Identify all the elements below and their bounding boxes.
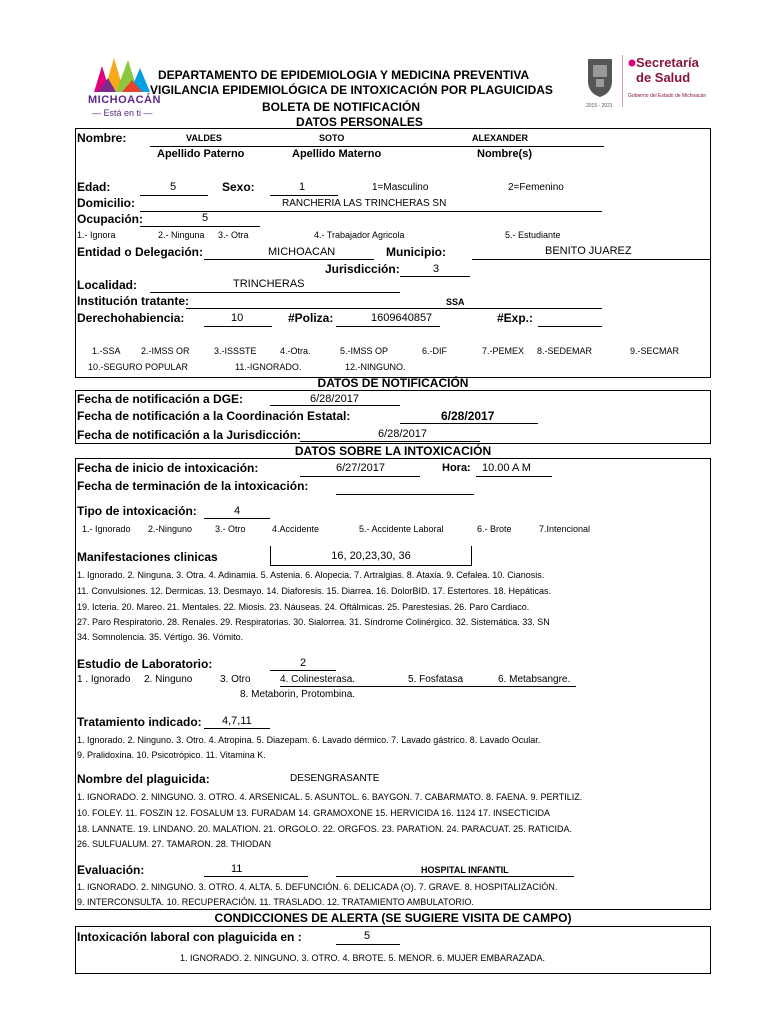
fecha-inicio-value[interactable]: 6/27/2017: [336, 462, 385, 474]
nombres-label: Nombre(s): [477, 148, 533, 160]
michoacan-logo-name: MICHOACÁN: [88, 94, 161, 106]
plaguicida-options-line1: 1. IGNORADO. 2. NINGUNO. 3. OTRO. 4. ARSENICAL. 5. ASUNTOL. 6. BAYGON. 7. CABARMATO. 8. FAENA. 9. PERTILIZ.: [77, 792, 583, 802]
tipo-intoxicacion-underline: [204, 518, 270, 519]
laboratorio-options-underline: [280, 686, 576, 687]
derechohabiencia-underline: [204, 326, 272, 327]
tipo-option-3: 3.- Otro: [215, 524, 246, 534]
apellido-materno-label: Apellido Materno: [292, 148, 382, 160]
tratamiento-options-line1: 1. Ignorado. 2. Ninguno. 3. Otro. 4. Atropina. 5. Diazepam. 6. Lavado dérmico. 7. Lavado gástrico. 8. Lavado Ocular.: [77, 735, 541, 745]
fecha-dge-label: Fecha de notificación a DGE:: [77, 392, 244, 406]
evaluacion-options-line2: 9. INTERCONSULTA. 10. RECUPERACIÓN. 11. TRASLADO. 12. TRATAMIENTO AMBULATORIO.: [77, 897, 474, 907]
hospital-value[interactable]: HOSPITAL INFANTIL: [421, 865, 509, 875]
alerta-options: 1. IGNORADO. 2. NINGUNO. 3. OTRO. 4. BROTE. 5. MENOR. 6. MUJER EMBARAZADA.: [180, 953, 546, 963]
derecho-option-3: 3.-ISSSTE: [214, 346, 257, 356]
secretaria-logo-years: 2015 - 2021: [586, 103, 613, 109]
entidad-label: Entidad o Delegación:: [77, 245, 204, 259]
apellido-paterno-value[interactable]: VALDES: [186, 133, 222, 143]
ocupacion-label: Ocupación:: [77, 212, 144, 226]
jurisdiccion-label: Jurisdicción:: [325, 262, 400, 276]
fecha-coordinacion-label: Fecha de notificación a la Coordinación Estatal:: [77, 409, 351, 423]
derecho-option-10: 10.-SEGURO POPULAR: [88, 362, 189, 372]
nombres-value[interactable]: ALEXANDER: [472, 133, 529, 143]
derecho-option-8: 8.-SEDEMAR: [537, 346, 593, 356]
derecho-option-9: 9.-SECMAR: [630, 346, 680, 356]
tipo-option-6: 6.- Brote: [477, 524, 512, 534]
domicilio-underline: [140, 211, 602, 212]
plaguicida-value[interactable]: DESENGRASANTE: [290, 773, 380, 784]
hora-value[interactable]: 10.00 A M: [482, 462, 531, 474]
nombre-underline: [150, 146, 604, 147]
fecha-coordinacion-value[interactable]: 6/28/2017: [441, 409, 495, 423]
alerta-title: CONDICCIONES DE ALERTA (SE SUGIERE VISITA DE CAMPO): [214, 911, 572, 925]
hora-label: Hora:: [442, 462, 471, 474]
laboratorio-option-3: 3. Otro: [220, 674, 251, 685]
poliza-underline: [336, 326, 440, 327]
hospital-underline: [336, 876, 574, 877]
fecha-jurisdiccion-label: Fecha de notificación a la Jurisdicción:: [77, 428, 302, 442]
plaguicida-label: Nombre del plaguicida:: [77, 772, 210, 786]
derechohabiencia-value[interactable]: 10: [231, 312, 244, 324]
plaguicida-options-line2: 10. FOLEY. 11. FOSZIN 12. FOSALUM 13. FURADAM 14. GRAMOXONE 15. HERVICIDA 16. 1124 17. INSECTICIDA: [77, 808, 550, 818]
poliza-label: #Poliza:: [288, 311, 334, 325]
laboratorio-option-4: 4. Colinesterasa.: [280, 674, 356, 685]
manifestaciones-options-line5: 34. Somnolencia. 35. Vértigo. 36. Vómito.: [77, 632, 244, 642]
sexo-option-masculino: 1=Masculino: [372, 182, 429, 193]
secretaria-logo-divider: [622, 55, 623, 107]
laboratorio-underline: [270, 670, 336, 671]
tipo-option-7: 7.Intencional: [539, 524, 591, 534]
institucion-underline: [186, 308, 602, 309]
ocupacion-underline: [140, 226, 260, 227]
ocupacion-option-5: 5.- Estudiante: [505, 230, 561, 240]
apellido-materno-value[interactable]: SOTO: [319, 133, 345, 143]
apellido-paterno-label: Apellido Paterno: [157, 148, 245, 160]
evaluacion-label: Evaluación:: [77, 863, 145, 877]
laboratorio-option-2: 2. Ninguno: [144, 674, 193, 685]
ocupacion-value[interactable]: 5: [202, 212, 209, 224]
laboratorio-label: Estudio de Laboratorio:: [77, 657, 213, 671]
header-boleta: BOLETA DE NOTIFICACIÓN: [262, 100, 420, 114]
ocupacion-option-3: 3.- Otra: [218, 230, 249, 240]
domicilio-value[interactable]: RANCHERIA LAS TRINCHERAS SN: [282, 198, 447, 209]
sexo-option-femenino: 2=Femenino: [508, 182, 564, 193]
manifestaciones-options-line2: 11. Convulsiones. 12. Dermicas. 13. Desmayo. 14. Diaforesis. 15. Diarrea. 16. DolorBID. 17. Estertores. 18. Hepáticas.: [77, 586, 552, 596]
michoacan-logo-mark-icon: [86, 52, 156, 96]
evaluacion-underline: [204, 876, 308, 877]
ocupacion-option-4: 4.- Trabajador Agricola: [314, 230, 405, 240]
derecho-option-11: 11.-IGNORADO.: [235, 362, 302, 372]
institucion-label: Institución tratante:: [77, 294, 190, 308]
hora-underline: [476, 476, 552, 477]
plaguicida-options-line3: 18. LANNATE. 19. LINDANO. 20. MALATION. 21. ORGOLO. 22. ORGFOS. 23. PARATION. 24. PARACUAT. 25. RATICIDA.: [77, 824, 572, 834]
intoxicacion-laboral-value[interactable]: 5: [364, 930, 371, 942]
derecho-option-12: 12.-NINGUNO.: [345, 362, 406, 372]
secretaria-logo-line1: Secretaría: [636, 55, 699, 70]
tipo-option-4: 4.Accidente: [272, 524, 320, 534]
fecha-inicio-label: Fecha de inicio de intoxicación:: [77, 461, 259, 475]
entidad-value[interactable]: MICHOACAN: [268, 246, 336, 258]
derechohabiencia-label: Derechohabiencia:: [77, 311, 185, 325]
jurisdiccion-value[interactable]: 3: [433, 263, 440, 275]
edad-value[interactable]: 5: [170, 181, 177, 193]
intoxicacion-laboral-underline: [336, 944, 400, 945]
derecho-option-1: 1.-SSA: [92, 346, 121, 356]
header-vigilancia: VIGILANCIA EPIDEMIOLÓGICA DE INTOXICACIÓN POR PLAGUICIDAS: [150, 83, 553, 97]
manifestaciones-options-line3: 19. Icteria. 20. Mareo. 21. Mentales. 22. Miosis. 23. Náuseas. 24. Oftálmicas. 25. Parestesias. 26. Paro Cardiaco.: [77, 602, 530, 612]
laboratorio-option-6: 6. Metabsangre.: [498, 674, 571, 685]
plaguicida-options-line4: 26. SULFUALUM. 27. TAMARON. 28. THIODAN: [77, 839, 272, 849]
institucion-value[interactable]: SSA: [446, 297, 465, 307]
derecho-option-4: 4.-Otra.: [280, 346, 311, 356]
secretaria-salud-logo: [584, 55, 707, 115]
manifestaciones-value[interactable]: 16, 20,23,30, 36: [331, 550, 411, 562]
tipo-option-2: 2.-Ninguno: [148, 524, 193, 534]
edad-label: Edad:: [77, 180, 111, 194]
sexo-value[interactable]: 1: [299, 181, 306, 193]
notificacion-title: DATOS DE NOTIFICACIÓN: [317, 376, 469, 390]
entidad-underline: [204, 259, 374, 260]
localidad-underline: [150, 292, 400, 293]
secretaria-logo-line2: de Salud: [636, 70, 691, 85]
tipo-intoxicacion-label: Tipo de intoxicación:: [77, 504, 197, 518]
municipio-underline: [472, 259, 710, 260]
laboratorio-option-5: 5. Fosfatasa: [408, 674, 464, 685]
sexo-label: Sexo:: [222, 180, 255, 194]
header-department: DEPARTAMENTO DE EPIDEMIOLOGIA Y MEDICINA PREVENTIVA: [158, 68, 530, 82]
tratamiento-label: Tratamiento indicado:: [77, 715, 202, 729]
fecha-termino-underline: [336, 494, 474, 495]
nombre-label: Nombre:: [77, 131, 127, 145]
fecha-termino-label: Fecha de terminación de la intoxicación:: [77, 479, 309, 493]
intoxicacion-laboral-label: Intoxicación laboral con plaguicida en :: [77, 930, 302, 944]
secretaria-logo-subtitle: Gobierno del Estado de Michoacán: [628, 93, 707, 99]
edad-underline: [140, 195, 208, 196]
ocupacion-option-2: 2.- Ninguna: [158, 230, 205, 240]
tratamiento-options-line2: 9. Pralidoxina. 10. Psicotrópico. 11. Vitamina K.: [77, 750, 266, 760]
flower-icon: [628, 59, 636, 67]
shield-icon: [584, 55, 616, 99]
laboratorio-option-8: 8. Metaborin, Protombina.: [240, 689, 356, 700]
localidad-value[interactable]: TRINCHERAS: [233, 278, 305, 290]
header-datos-personales: DATOS PERSONALES: [296, 115, 423, 129]
manifestaciones-options-line4: 27. Paro Respiratorio. 28. Renales. 29. Respiratorias. 30. Sialorrea. 31. Síndrome Colinérgico. 32. Sistemática. 33. SN: [77, 617, 550, 627]
manifestaciones-label: Manifestaciones clinicas: [77, 550, 218, 564]
municipio-label: Municipio:: [386, 245, 446, 259]
poliza-value[interactable]: 1609640857: [371, 312, 433, 324]
fecha-coordinacion-underline: [400, 423, 538, 424]
fecha-dge-underline: [270, 405, 400, 406]
laboratorio-value[interactable]: 2: [300, 657, 307, 669]
michoacan-logo: [86, 52, 161, 124]
derecho-option-2: 2.-IMSS OR: [141, 346, 190, 356]
derecho-option-7: 7.-PEMEX: [482, 346, 525, 356]
expediente-underline: [538, 326, 602, 327]
fecha-dge-value[interactable]: 6/28/2017: [310, 393, 359, 405]
fecha-inicio-underline: [300, 476, 420, 477]
jurisdiccion-underline: [400, 276, 470, 277]
tipo-intoxicacion-value[interactable]: 4: [234, 505, 241, 517]
intoxicacion-title: DATOS SOBRE LA INTOXICACIÓN: [294, 444, 492, 458]
derecho-option-6: 6.-DIF: [422, 346, 448, 356]
tratamiento-value[interactable]: 4,7,11: [222, 715, 252, 727]
domicilio-label: Domicilio:: [77, 196, 136, 210]
derecho-option-5: 5.-IMSS OP: [340, 346, 389, 356]
expediente-label: #Exp.:: [497, 311, 534, 325]
evaluacion-value[interactable]: 11: [231, 863, 243, 875]
localidad-label: Localidad:: [77, 278, 138, 292]
fecha-jurisdiccion-underline: [300, 441, 480, 442]
tratamiento-underline: [204, 728, 270, 729]
michoacan-logo-tagline: — Está en ti —: [92, 108, 153, 118]
ocupacion-option-1: 1.- Ignora: [77, 230, 116, 240]
fecha-jurisdiccion-value[interactable]: 6/28/2017: [378, 428, 427, 440]
sexo-underline: [270, 195, 338, 196]
municipio-value[interactable]: BENITO JUAREZ: [545, 245, 632, 257]
manifestaciones-options-line1: 1. Ignorado. 2. Ninguna. 3. Otra. 4. Adinamia. 5. Astenia. 6. Alopecia. 7. Artralgias. 8. Ataxia. 9. Cefalea. 10. Cianosis.: [77, 570, 545, 580]
tipo-option-1: 1.- Ignorado: [82, 524, 131, 534]
laboratorio-option-1: 1 . Ignorado: [77, 674, 131, 685]
tipo-option-5: 5.- Accidente Laboral: [359, 524, 444, 534]
evaluacion-options-line1: 1. IGNORADO. 2. NINGUNO. 3. OTRO. 4. ALTA. 5. DEFUNCIÓN. 6. DELICADA (O). 7. GRAVE. 8. HOSPITALIZACIÓN.: [77, 882, 558, 892]
